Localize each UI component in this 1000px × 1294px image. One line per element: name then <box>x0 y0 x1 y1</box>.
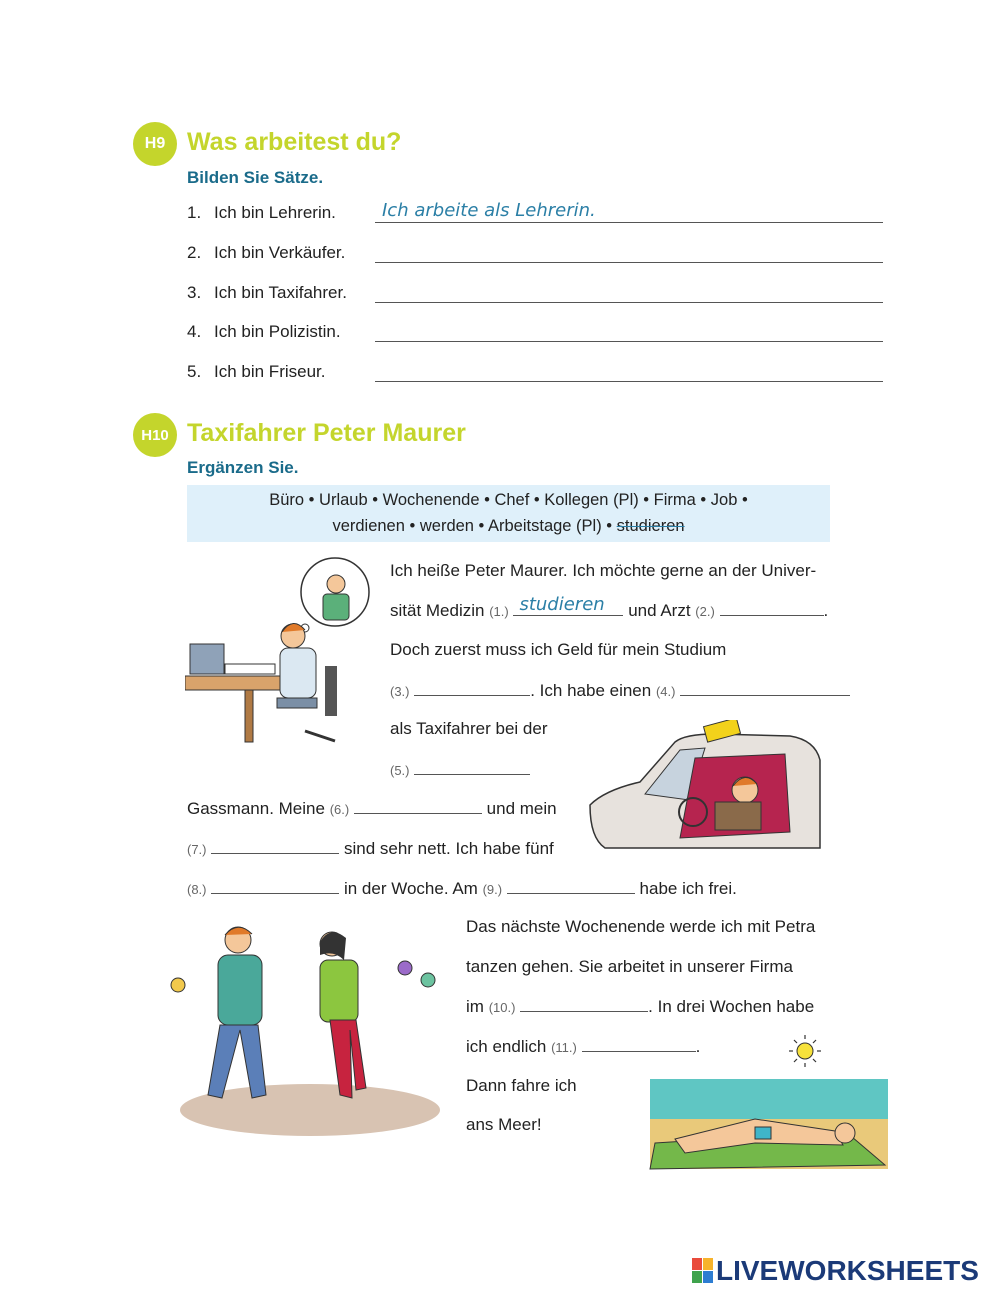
beach-illustration <box>645 1035 895 1175</box>
h9-item <box>187 361 887 389</box>
gap-number: (1.) <box>489 604 509 619</box>
h10-line: Doch zuerst muss ich Geld für mein Studium <box>390 640 727 659</box>
line-text: . In drei Wochen habe <box>648 997 815 1016</box>
book <box>225 664 275 674</box>
gap-6-field[interactable] <box>354 798 482 814</box>
sea <box>650 1079 888 1119</box>
man-shirt <box>218 955 262 1025</box>
h10-line: Das nächste Wochenende werde ich mit Petra <box>466 917 816 936</box>
answer-line <box>375 302 883 303</box>
answer-line <box>375 341 883 342</box>
word-box-line-2 <box>187 513 830 539</box>
line-text: Gassmann. Meine <box>187 799 325 818</box>
gap-number: (7.) <box>187 842 207 857</box>
answer-field[interactable]: Ich arbeite als Lehrerin. <box>382 200 596 221</box>
line-text: sität Medizin <box>390 601 485 620</box>
gap-number: (5.) <box>390 763 410 778</box>
h10-line <box>390 594 829 621</box>
gap-number: (3.) <box>390 684 410 699</box>
answer-line <box>375 262 883 263</box>
h10-line: tanzen gehen. Sie arbeitet in unserer Firma <box>466 957 793 976</box>
h10-line: Ich heiße Peter Maurer. Ich möchte gerne an der Univer- <box>390 561 817 580</box>
gap-5-field[interactable] <box>414 759 530 775</box>
h9-badge: H9 <box>133 122 177 166</box>
gap-10-field[interactable] <box>520 996 648 1012</box>
h10-line <box>466 996 814 1017</box>
gap-number: (9.) <box>482 882 503 897</box>
line-text: im <box>466 997 484 1016</box>
line-text: . Ich habe einen <box>530 681 652 700</box>
h10-instruction: Ergänzen Sie. <box>187 458 299 477</box>
swim-trunks <box>755 1127 771 1139</box>
h10-badge: H10 <box>133 413 177 457</box>
chair <box>325 666 337 716</box>
woman-top <box>320 960 358 1022</box>
item-number: 5. <box>187 362 202 381</box>
word-box <box>187 485 830 542</box>
dancing-illustration <box>160 920 460 1142</box>
laptop <box>190 644 224 674</box>
h9-instruction: Bilden Sie Sätze. <box>187 168 324 187</box>
answer-line <box>375 381 883 382</box>
gap-1-answer: studieren <box>519 594 605 615</box>
driver-body <box>715 802 761 830</box>
gap-2-field[interactable] <box>720 600 824 616</box>
line-text: und Arzt <box>628 601 691 620</box>
h9-title: Was arbeitest du? <box>187 128 402 156</box>
gap-4-field[interactable] <box>680 680 850 696</box>
man-hair <box>225 927 252 935</box>
gap-8-field[interactable] <box>211 878 339 894</box>
h9-item <box>187 282 887 310</box>
doctor-coat <box>323 594 349 620</box>
desk-leg <box>245 690 253 742</box>
line-text: . <box>695 1037 701 1056</box>
line-text: sind sehr nett. Ich habe fünf <box>343 839 554 858</box>
desk <box>185 676 295 690</box>
background-dancer <box>398 961 412 975</box>
taxi-illustration <box>585 720 825 852</box>
gap-number: (4.) <box>655 684 676 699</box>
logo-text: LIVEWORKSHEETS <box>716 1255 979 1286</box>
student-desk-illustration <box>185 556 385 748</box>
h10-line <box>187 798 557 819</box>
item-number: 1. <box>187 203 202 222</box>
word-box-line-1: Büro • Urlaub • Wochenende • Chef • Kollegen (Pl) • Firma • Job • <box>269 491 748 509</box>
student-legs <box>277 698 317 708</box>
sun-icon <box>797 1043 813 1059</box>
h9-item <box>187 321 887 349</box>
item-text: Ich bin Taxifahrer. <box>214 283 347 302</box>
liveworksheets-logo <box>692 1255 979 1287</box>
h10-line <box>390 680 850 701</box>
chair-base <box>305 731 335 741</box>
h10-line <box>187 878 737 899</box>
gap-1-field[interactable] <box>513 594 623 616</box>
line-text: in der Woche. Am <box>343 879 478 898</box>
item-text: Ich bin Lehrerin. <box>214 203 336 222</box>
h10-title: Taxifahrer Peter Maurer <box>187 419 466 447</box>
sunbather-head <box>835 1123 855 1143</box>
man-jeans <box>208 1025 266 1098</box>
background-dancer <box>171 978 185 992</box>
item-number: 3. <box>187 283 202 302</box>
gap-7-field[interactable] <box>211 838 339 854</box>
item-text: Ich bin Polizistin. <box>214 322 341 341</box>
h9-item <box>187 242 887 270</box>
answer-line <box>375 222 883 223</box>
gap-number: (8.) <box>187 882 207 897</box>
gap-number: (11.) <box>551 1040 577 1055</box>
h10-line: als Taxifahrer bei der <box>390 719 548 738</box>
h10-line: Dann fahre ich <box>466 1076 577 1095</box>
item-text: Ich bin Verkäufer. <box>214 243 346 262</box>
gap-9-field[interactable] <box>507 878 635 894</box>
liveworksheets-logo-icon <box>692 1258 714 1284</box>
gap-number: (6.) <box>329 802 350 817</box>
doctor-head <box>327 575 345 593</box>
word-box-struck-word: studieren <box>616 517 685 535</box>
h10-line <box>390 759 530 780</box>
background-dancer <box>421 973 435 987</box>
gap-number: (10.) <box>488 1000 516 1015</box>
h9-item <box>187 202 887 230</box>
item-text: Ich bin Friseur. <box>214 362 326 381</box>
gap-number: (2.) <box>695 604 715 619</box>
h10-line: ans Meer! <box>466 1115 542 1134</box>
line-text: und mein <box>486 799 557 818</box>
line-text: ich endlich <box>466 1037 547 1056</box>
line-text: . <box>823 601 829 620</box>
h10-line <box>187 838 554 859</box>
word-box-words: verdienen • werden • Arbeitstage (Pl) • <box>332 517 613 535</box>
student-body <box>280 648 316 698</box>
gap-3-field[interactable] <box>414 680 530 696</box>
item-number: 4. <box>187 322 202 341</box>
item-number: 2. <box>187 243 202 262</box>
line-text: habe ich frei. <box>639 879 737 898</box>
